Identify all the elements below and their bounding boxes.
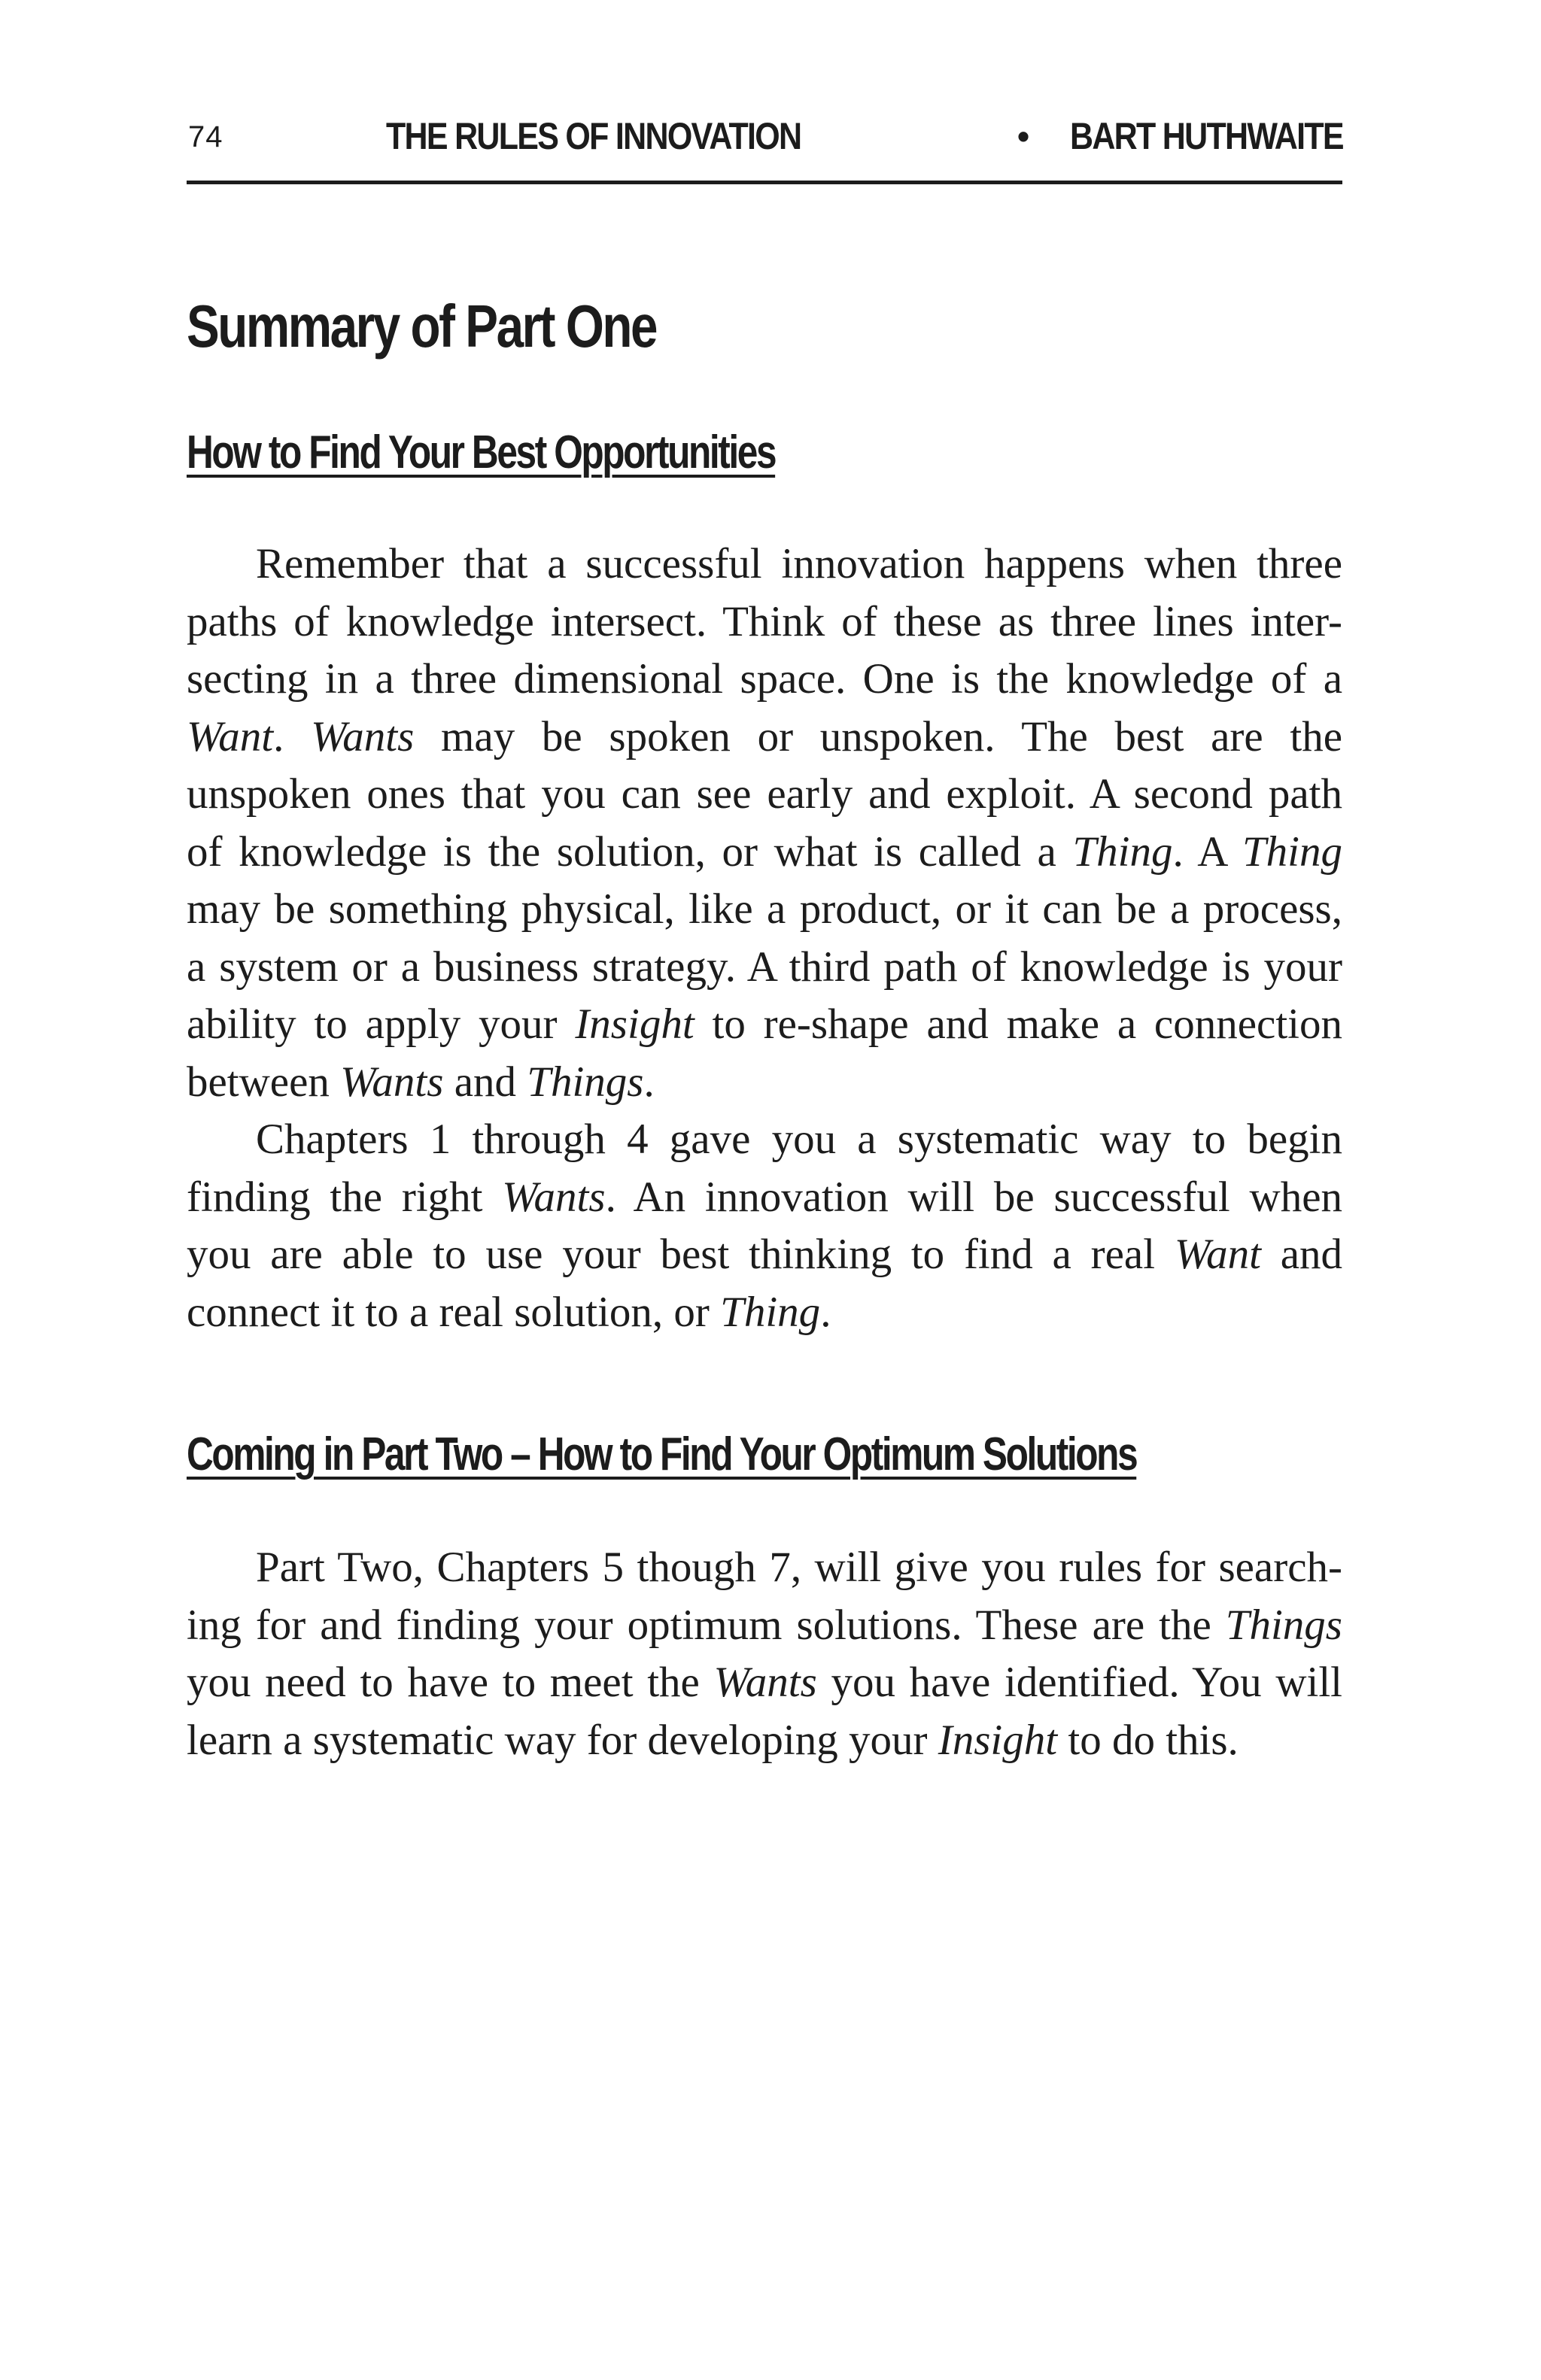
- key-term: Things: [527, 1058, 644, 1106]
- key-term: Things: [1225, 1601, 1342, 1649]
- paragraph-line: Chapters 1 through 4 gave you a systematic way to begin: [256, 1116, 1342, 1163]
- section-heading-opportunities: How to Find Your Best Opportunities: [187, 427, 776, 478]
- chapter-summary-heading: Summary of Part One: [187, 293, 657, 360]
- paragraph-line: unspoken ones that you can see early and exploit. A second path: [187, 770, 1342, 818]
- key-term: Insight: [575, 1000, 695, 1048]
- page-number: 74: [188, 120, 223, 153]
- key-term: Wants: [502, 1173, 606, 1221]
- author-name: BART HUTHWAITE: [1070, 115, 1343, 157]
- key-term: Insight: [938, 1716, 1058, 1764]
- paragraph-line: Remember that a successful innovation happens when three: [256, 540, 1342, 587]
- section-body-part-two: [187, 1539, 1342, 1769]
- key-term: Want: [1174, 1231, 1261, 1278]
- key-term: Thing: [720, 1288, 821, 1336]
- section-body-opportunities: [187, 536, 1342, 1341]
- paragraph-line: a system or a business strategy. A third path of knowledge is your: [187, 943, 1342, 991]
- paragraph-line: you need to have to meet the Wants you have identified. You will: [187, 1659, 1342, 1706]
- key-term: Wants: [340, 1058, 444, 1106]
- paragraph-line: of knowledge is the solution, or what is called a Thing. A Thing: [187, 827, 1342, 876]
- paragraph-line: secting in a three dimensional space. One is the knowledge of a: [187, 655, 1342, 703]
- paragraph-line: learn a systematic way for developing your Insight to do this.: [187, 1716, 1239, 1764]
- paragraph-line: Want. Wants may be spoken or unspoken. The best are the: [187, 712, 1342, 760]
- paragraph-line: you are able to use your best thinking to find a real Want and: [187, 1231, 1342, 1278]
- key-term: Wants: [713, 1659, 817, 1706]
- running-head: [187, 113, 1342, 184]
- paragraph-line: Part Two, Chapters 5 though 7, will give you rules for search-: [256, 1544, 1342, 1591]
- paragraph-line: connect it to a real solution, or Thing.: [187, 1288, 831, 1336]
- paragraph-line: ability to apply your Insight to re-shape and make a connection: [187, 1000, 1342, 1048]
- header-separator-bullet: •: [1017, 117, 1030, 156]
- paragraph-line: ing for and finding your optimum solutions. These are the Things: [187, 1601, 1342, 1649]
- key-term: Thing: [1242, 827, 1342, 876]
- key-term: Want: [187, 712, 274, 760]
- paragraph-line: may be something physical, like a product, or it can be a process,: [187, 885, 1342, 933]
- book-title: THE RULES OF INNOVATION: [386, 115, 801, 157]
- section-heading-part-two: Coming in Part Two – How to Find Your Optimum Solutions: [187, 1428, 1137, 1480]
- key-term: Wants: [311, 712, 415, 760]
- paragraph-line: paths of knowledge intersect. Think of these as three lines inter-: [187, 597, 1342, 645]
- paragraph-line: between Wants and Things.: [187, 1058, 655, 1106]
- key-term: Thing: [1072, 827, 1173, 876]
- paragraph-line: finding the right Wants. An innovation will be successful when: [187, 1173, 1342, 1221]
